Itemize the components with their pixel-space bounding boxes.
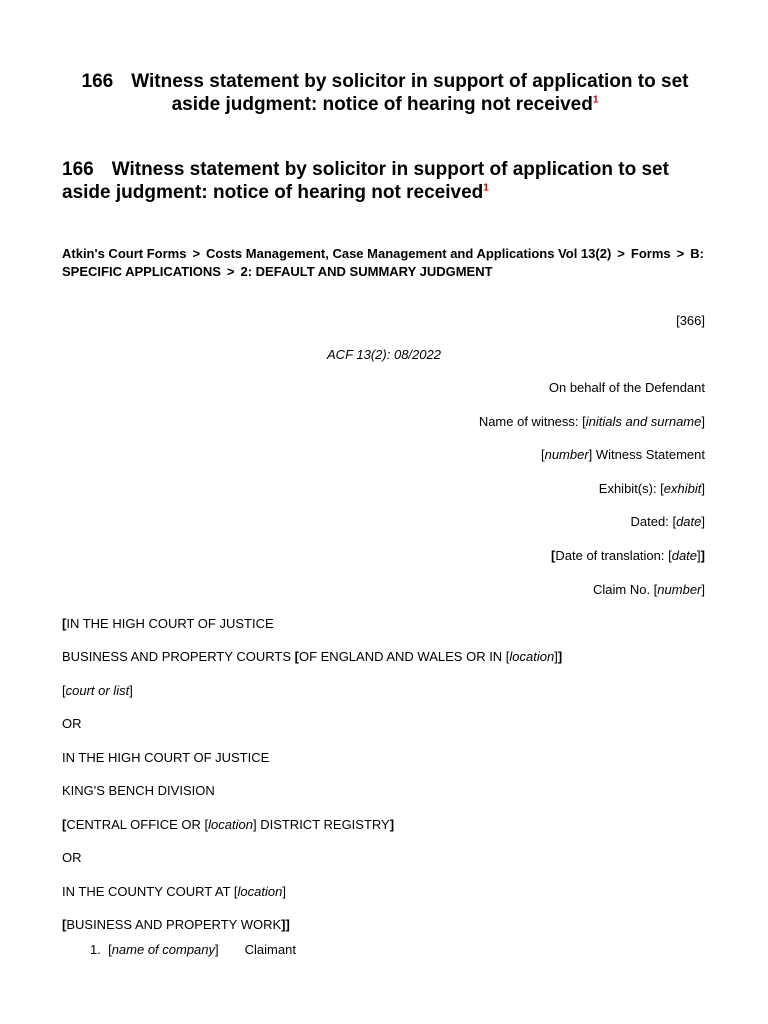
- witness-name-placeholder: initials and surname: [585, 414, 702, 429]
- date-placeholder: date: [676, 514, 702, 529]
- footnote-ref-link[interactable]: 1: [483, 182, 489, 194]
- on-behalf-line: On behalf of the Defendant: [548, 380, 705, 395]
- location-placeholder: location: [509, 649, 555, 664]
- or-separator: OR: [62, 850, 82, 865]
- party-name-placeholder: name of company: [111, 942, 216, 957]
- title-text: Witness statement by solicitor in support of application to set aside judgment: notice of hearing not received: [62, 159, 669, 203]
- page-reference: [366]: [676, 313, 705, 328]
- county-court-line: IN THE COUNTY COURT AT [location]: [62, 884, 286, 899]
- dated-line: Dated: [date]: [630, 514, 705, 529]
- statement-number-placeholder: number: [544, 447, 589, 462]
- breadcrumb-separator: >: [192, 246, 201, 261]
- bp-work-line: [BUSINESS AND PROPERTY WORK]]: [62, 917, 290, 932]
- title-number: 166: [62, 159, 94, 180]
- breadcrumb-item[interactable]: B: SPECIFIC APPLICATIONS: [62, 246, 704, 279]
- kings-bench-line: KING'S BENCH DIVISION: [62, 783, 215, 798]
- breadcrumb-item[interactable]: 2: DEFAULT AND SUMMARY JUDGMENT: [240, 264, 493, 279]
- acf-reference: ACF 13(2): 08/2022: [327, 347, 441, 362]
- exhibit-placeholder: exhibit: [663, 481, 702, 496]
- title-line-2: aside judgment: notice of hearing not received: [171, 94, 593, 115]
- witness-name-line: Name of witness: [initials and surname]: [478, 414, 705, 429]
- title-line-1: Witness statement by solicitor in support of application to set: [131, 71, 689, 92]
- or-separator: OR: [62, 716, 82, 731]
- translation-date-line: [Date of translation: [date]]: [551, 548, 705, 563]
- exhibit-line: Exhibit(s): [exhibit]: [598, 481, 705, 496]
- party-number: 1.: [90, 942, 101, 957]
- document-title-centered: [62, 70, 708, 116]
- document-title: [62, 158, 708, 204]
- claim-number-line: Claim No. [number]: [593, 582, 705, 597]
- breadcrumb-separator: >: [617, 246, 625, 261]
- location-placeholder: location: [237, 884, 283, 899]
- breadcrumb-item[interactable]: Forms: [630, 246, 671, 261]
- court-or-list-line: [court or list]: [62, 683, 133, 698]
- title-number: 166: [81, 71, 114, 92]
- breadcrumb-item[interactable]: Atkin's Court Forms: [62, 246, 187, 261]
- location-placeholder: location: [208, 817, 253, 832]
- breadcrumb-separator: >: [676, 246, 685, 261]
- court-high-court-line: [IN THE HIGH COURT OF JUSTICE: [62, 616, 274, 631]
- court-bpc-line: BUSINESS AND PROPERTY COURTS [OF ENGLAND AND WALES OR IN [location]]: [62, 649, 563, 664]
- breadcrumb: [62, 245, 708, 281]
- breadcrumb-separator: >: [226, 264, 235, 279]
- court-high-court-line-2: IN THE HIGH COURT OF JUSTICE: [62, 750, 270, 765]
- court-or-list-placeholder: court or list: [65, 683, 130, 698]
- breadcrumb-item[interactable]: Costs Management, Case Management and Applications Vol 13(2): [206, 246, 612, 261]
- claim-number-placeholder: number: [657, 582, 702, 597]
- party-item: 1. [name of company] Claimant: [90, 942, 296, 957]
- central-office-line: [CENTRAL OFFICE OR [location] DISTRICT REGISTRY]: [62, 817, 395, 832]
- footnote-ref-link[interactable]: 1: [592, 94, 599, 106]
- statement-number-line: [number] Witness Statement: [540, 447, 705, 462]
- translation-date-placeholder: date: [671, 548, 698, 563]
- party-role: Claimant: [244, 942, 296, 957]
